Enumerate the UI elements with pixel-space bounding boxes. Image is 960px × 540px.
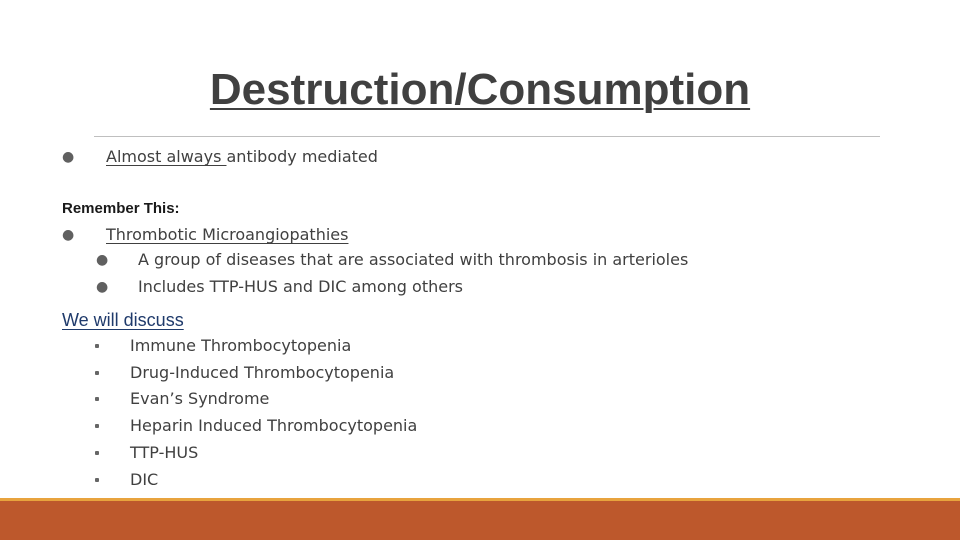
bullet-square-icon xyxy=(95,451,99,455)
discuss-item: DIC xyxy=(130,470,159,489)
discuss-item: Drug-Induced Thrombocytopenia xyxy=(130,363,395,382)
discuss-item: Evan’s Syndrome xyxy=(130,389,270,408)
discuss-heading: We will discuss xyxy=(62,310,184,330)
bullet-square-icon xyxy=(95,371,99,375)
slide-title: Destruction/Consumption xyxy=(209,65,751,114)
remember-sub-item: A group of diseases that are associated with thrombosis in arterioles xyxy=(138,250,689,269)
remember-sub-item: Includes TTP-HUS and DIC among others xyxy=(138,277,463,296)
discuss-item: TTP-HUS xyxy=(130,443,199,462)
intro-rest-text: antibody mediated xyxy=(226,147,378,166)
bullet-dot-icon: ● xyxy=(62,149,75,165)
bullet-dot-icon: ● xyxy=(96,279,109,295)
remember-main-item: Thrombotic Microangiopathies xyxy=(106,225,349,244)
bullet-dot-icon: ● xyxy=(96,252,109,268)
discuss-item: Heparin Induced Thrombocytopenia xyxy=(130,416,418,435)
discuss-item: Immune Thrombocytopenia xyxy=(130,336,352,355)
title-divider xyxy=(94,136,880,137)
footer-bar xyxy=(0,501,960,540)
bullet-square-icon xyxy=(95,397,99,401)
bullet-square-icon xyxy=(95,424,99,428)
intro-line xyxy=(106,147,378,167)
intro-underlined-text: Almost always xyxy=(106,147,227,166)
bullet-square-icon xyxy=(95,478,99,482)
bullet-dot-icon: ● xyxy=(62,227,75,243)
remember-heading: Remember This: xyxy=(62,200,180,217)
bullet-square-icon xyxy=(95,344,99,348)
